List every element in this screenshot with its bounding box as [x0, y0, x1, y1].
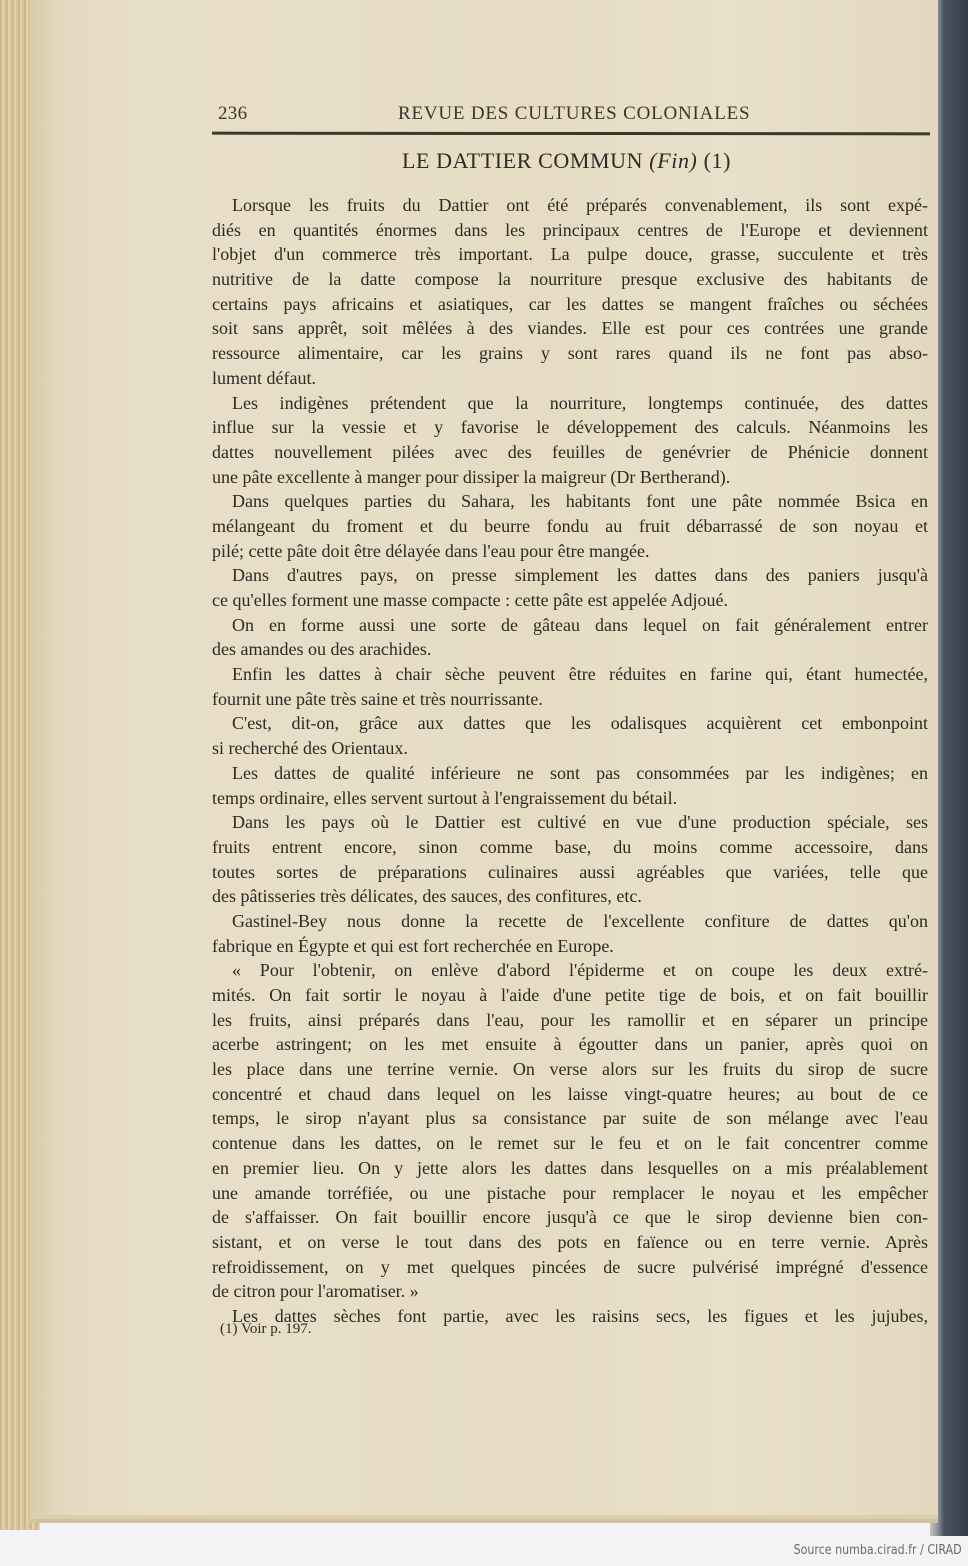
text-line: les fruits, ainsi préparés dans l'eau, pour les ramollir et en séparer un principe — [212, 1009, 928, 1030]
text-line: C'est, dit-on, grâce aux dattes que les odalisques acquièrent cet embonpoint — [232, 713, 928, 734]
text-line: une amande torréfiée, ou une pistache pour remplacer le noyau et les empêcher — [212, 1182, 928, 1203]
paragraph — [212, 810, 928, 909]
text-line: sistant, et on verse le tout dans des pots en faïence ou en terre vernie. Après — [212, 1231, 928, 1252]
text-line: fournit une pâte très saine et très nourrissante. — [212, 688, 543, 709]
text-line: concentré et chaud dans lequel on les laisse vingt-quatre heures; au bout de ce — [212, 1083, 928, 1104]
article-title — [0, 148, 968, 174]
text-line: acerbe astringent; on les met ensuite à égoutter dans un panier, après quoi on — [212, 1034, 928, 1055]
text-line: une pâte excellente à manger pour dissiper la maigreur (Dr Bertherand). — [212, 466, 731, 487]
header-rule — [212, 132, 930, 136]
page-number: 236 — [218, 103, 248, 124]
text-line: Lorsque les fruits du Dattier ont été préparés convenablement, ils sont expé- — [232, 195, 928, 215]
paragraph — [212, 489, 928, 563]
running-header — [218, 103, 930, 129]
paragraph — [212, 1304, 928, 1329]
text-line: si recherché des Orientaux. — [212, 738, 408, 759]
text-line: Les indigènes prétendent que la nourriture, longtemps continuée, des dattes — [232, 392, 928, 413]
text-line: contenue dans les dattes, on le remet sur le feu et on le fait concentrer comme — [212, 1133, 928, 1154]
text-line: pilé; cette pâte doit être délayée dans l'eau pour être mangée. — [212, 540, 650, 561]
text-line: mélangeant du froment et du beurre fondu au fruit débarrassé de son noyau et — [212, 515, 928, 536]
text-line: toutes sortes de préparations culinaires aussi agréables que variées, telle que — [212, 861, 928, 882]
article-body — [212, 193, 928, 1329]
paragraph — [212, 193, 928, 391]
source-credit: Source numba.cirad.fr / CIRAD — [794, 1543, 962, 1558]
paragraph — [212, 761, 928, 810]
article-title-italic: (Fin) — [649, 148, 698, 173]
text-line: « Pour l'obtenir, on enlève d'abord l'épiderme et on coupe les deux extré- — [232, 960, 928, 981]
text-line: dattes nouvellement pilées avec des feuilles de genévrier de Phénicie donnent — [212, 441, 928, 462]
text-line: Dans les pays où le Dattier est cultivé en vue d'une production spéciale, ses — [232, 812, 928, 833]
text-line: l'objet d'un commerce très important. La pulpe douce, grasse, succulente et très — [212, 244, 928, 265]
text-line: temps ordinaire, elles servent surtout à l'engraissement du bétail. — [212, 787, 678, 808]
text-line: Dans quelques parties du Sahara, les habitants font une pâte nommée Bsica en — [232, 491, 928, 512]
text-line: ce qu'elles forment une masse compacte : cette pâte est appelée Adjoué. — [212, 590, 729, 610]
article-title-text: LE DATTIER COMMUN — [401, 148, 644, 173]
text-line: des pâtisseries très délicates, des sauces, des confitures, etc. — [212, 886, 642, 907]
paragraph — [212, 711, 928, 760]
text-line: ressource alimentaire, car les grains y sont rares quand ils ne font pas abso- — [212, 343, 928, 364]
text-line: refroidissement, on y met quelques pincées de sucre pulvérisé imprégné d'essence — [212, 1256, 928, 1277]
text-line: de s'affaisser. On fait bouillir encore jusqu'à ce que le sirop devienne bien con- — [212, 1207, 928, 1228]
text-line: Gastinel-Bey nous donne la recette de l'excellente confiture de dattes qu'on — [232, 910, 928, 931]
text-line: certains pays africains et asiatiques, car les dattes se mangent fraîches ou séchées — [212, 293, 928, 314]
text-line: Les dattes de qualité inférieure ne sont pas consommées par les indigènes; en — [232, 762, 928, 783]
text-line: diés en quantités énormes dans les principaux centres de l'Europe et deviennent — [212, 219, 928, 240]
text-line: soit sans apprêt, soit mêlées à des viandes. Elle est pour ces contrées une grande — [212, 318, 928, 339]
text-line: Enfin les dattes à chair sèche peuvent être réduites en farine qui, étant humectée, — [232, 664, 928, 685]
text-line: nutritive de la datte compose la nourriture presque exclusive des habitants de — [212, 269, 928, 290]
paragraph — [212, 958, 928, 1304]
paragraph — [212, 662, 928, 711]
text-line: fabrique en Égypte et qui est fort recherchée en Europe. — [212, 935, 614, 956]
text-line: de citron pour l'aromatiser. » — [212, 1281, 419, 1302]
footnote: (1) Voir p. 197. — [220, 1321, 312, 1337]
text-line: les place dans une terrine vernie. On verse alors sur les fruits du sirop de sucre — [212, 1059, 928, 1080]
running-title: REVUE DES CULTURES COLONIALES — [398, 103, 751, 124]
paragraph — [212, 563, 928, 612]
text-line: fruits entrent encore, sinon comme base, du moins comme accessoire, dans — [212, 836, 928, 857]
paragraph — [212, 391, 928, 490]
text-line: temps, le sirop n'ayant plus sa consistance par suite de son mélange avec l'eau — [212, 1108, 928, 1129]
text-line: lument défaut. — [212, 367, 316, 388]
text-line: mités. On fait sortir le noyau à l'aide d'une petite tige de bois, et on fait bouillir — [212, 985, 928, 1005]
text-line: influe sur la vessie et y favorise le développement des calculs. Néanmoins les — [212, 417, 928, 438]
paragraph — [212, 909, 928, 958]
paragraph — [212, 613, 928, 662]
text-line: Dans d'autres pays, on presse simplement les dattes dans des paniers jusqu'à — [232, 565, 928, 586]
article-title-note: (1) — [703, 148, 732, 173]
text-line: en premier lieu. On y jette alors les dattes dans lesquelles on a mis préalablement — [212, 1157, 928, 1178]
text-line: des amandes ou des arachides. — [212, 639, 432, 660]
text-line: Les dattes sèches font partie, avec les raisins secs, les figues et les jujubes, — [232, 1305, 928, 1326]
text-line: On en forme aussi une sorte de gâteau dans lequel on fait généralement entrer — [232, 614, 928, 635]
